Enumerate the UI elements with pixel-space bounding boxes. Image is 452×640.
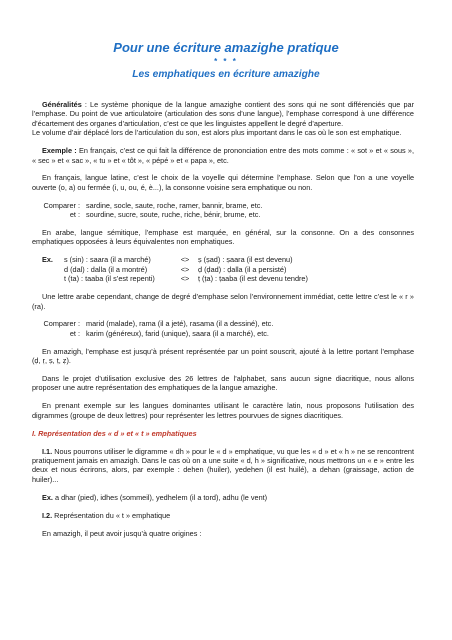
document-subtitle: Les emphatiques en écriture amazighe (132, 69, 320, 80)
example-row (32, 265, 414, 274)
compare-block-arabic (32, 319, 414, 338)
example-plain: d (dal) : dalla (il a montré) (64, 264, 148, 274)
example-key: Ex. (42, 492, 53, 502)
compare-row (32, 210, 414, 219)
title-separator-stars: * * * (214, 57, 238, 66)
example-emphatic: ḍ (ḍad) : ḍalla (il a persisté) (198, 264, 287, 274)
example-emphatic: ṭ (ṭa) : ṭaaba (il est devenu tendre) (198, 274, 308, 284)
example-contrast: <> (180, 264, 190, 274)
compare-row (32, 329, 414, 338)
arabic-examples-block (32, 255, 414, 283)
paragraph-origins: En amazigh, il peut avoir jusqu’à quatre origines : (42, 528, 202, 538)
compare-words: sourdine, sucre, soute, ruche, riche, bénir, brume, etc. (86, 210, 261, 220)
exemple-label: Exemple : (42, 146, 77, 156)
example-key: Ex. (42, 255, 53, 265)
example-text: a dhar (pied), idhes (sommeil), yedhelem (il a tord), adhu (le vent) (52, 492, 268, 502)
paragraph-french-vowels: En français, langue latine, c’est le choix de la voyelle qui détermine l’emphase. Selon que l’on a une voyelle ouverte (o, a) ou fermée (i, u, ou, é, è...), la consonne voisine sera emphatique ou non. (32, 173, 414, 192)
compare-row (32, 319, 414, 328)
paragraph-project: Dans le projet d’utilisation exclusive des 26 lettres de l’alphabet, sans aucun signe diacritique, nous allons proposer une autre représentation des emphatiques de la langue amazighe. (32, 374, 414, 393)
compare-label: et : (69, 328, 80, 338)
example-contrast: <> (180, 255, 190, 265)
paragraph-digrams: En prenant exemple sur les langues dominantes utilisant le caractère latin, nous proposons l’utilisation des digrammes (groupe de deux lettres) pour représenter les lettres pourvues de signes diacritiques. (32, 401, 414, 420)
compare-words: karim (généreux), farid (unique), saara (il a marché), etc. (86, 328, 269, 338)
compare-label: et : (69, 210, 80, 220)
paragraph-ra-letter: Une lettre arabe cependant, change de degré d’emphase selon l’environnement immédiat, cette lettre c’est le « r » (ra). (32, 292, 414, 311)
paragraph-i2 (32, 511, 414, 520)
paragraph-amazigh-dot: En amazigh, l’emphase est jusqu’à présent représentée par un point souscrit, ajouté à la lettre portant l’emphase (ḍ, ṛ, ṣ, ṭ, ẓ). (32, 346, 414, 366)
compare-label: Comparer : (43, 200, 80, 210)
exemple-text: En français, c’est ce qui fait la différence de prononciation entre des mots comme : « sot » et « sous », « sec » et « sac », « tu » et « tôt », « pépé » et « papa », etc. (32, 146, 414, 165)
example-row (32, 274, 414, 283)
subsection-text: Nous pourrons utiliser le digramme « dh » pour le « d » emphatique, vu que les « d » et « h » ne se rencontrent pratiquement jamais en amazigh. Dans le cas où on a une suite « d, h » significative, nous mettrons un « e » entre les deux et nous écrirons, alors, par exemple : dehen (huiler), yedehen (il est huilé), a dehan (graissage, action de huiler)... (32, 446, 414, 484)
subsection-number: I.1. (42, 446, 53, 456)
generalites-label: Généralités (42, 100, 82, 109)
example-plain: s (sin) : saara (il a marché) (64, 255, 151, 265)
compare-words: marid (malade), rama (il a jeté), rasama (il a dessiné), etc. (86, 319, 274, 329)
document-body (32, 100, 414, 546)
paragraph-arabic: En arabe, langue sémitique, l’emphase est marquée, en général, sur la consonne. On a des consonnes emphatiques opposées à leurs équivalentes non emphatiques. (32, 228, 414, 247)
example-contrast: <> (180, 274, 190, 284)
compare-row (32, 201, 414, 210)
subsection-text: Représentation du « t » emphatique (52, 510, 171, 520)
compare-block-french (32, 201, 414, 220)
example-plain: t (ta) : taaba (il s’est repenti) (64, 274, 155, 284)
generalites-text: : Le système phonique de la langue amazighe contient des sons qui ne sont différenciés que par l’emphase. Du point de vue articulatoire (articulation des sons d’une langue), l’emphase correspond à une différence d’écartement des organes d’articulation, c’est ce que les linguistes appellent le degré d’aperture. (32, 100, 414, 128)
document-title: Pour une écriture amazighe pratique (113, 40, 339, 55)
example-emphatic: ṣ (ṣad) : ṣaara (il est devenu) (198, 255, 293, 265)
generalites-text-2: Le volume d’air déplacé lors de l’articulation du son, est alors plus important dans le cas où le son est emphatique. (32, 128, 402, 138)
paragraph-exemple (32, 146, 414, 165)
compare-label: Comparer : (43, 319, 80, 329)
section-heading: I. Représentation des « d » et « t » emphatiques (32, 428, 197, 438)
example-row (32, 255, 414, 264)
paragraph-i1 (32, 447, 414, 485)
subsection-number: I.2. (42, 510, 53, 520)
paragraph-generalites (32, 100, 414, 138)
paragraph-ex-dh (32, 493, 414, 502)
compare-words: sardine, socle, saute, roche, ramer, bannir, brame, etc. (86, 200, 263, 210)
